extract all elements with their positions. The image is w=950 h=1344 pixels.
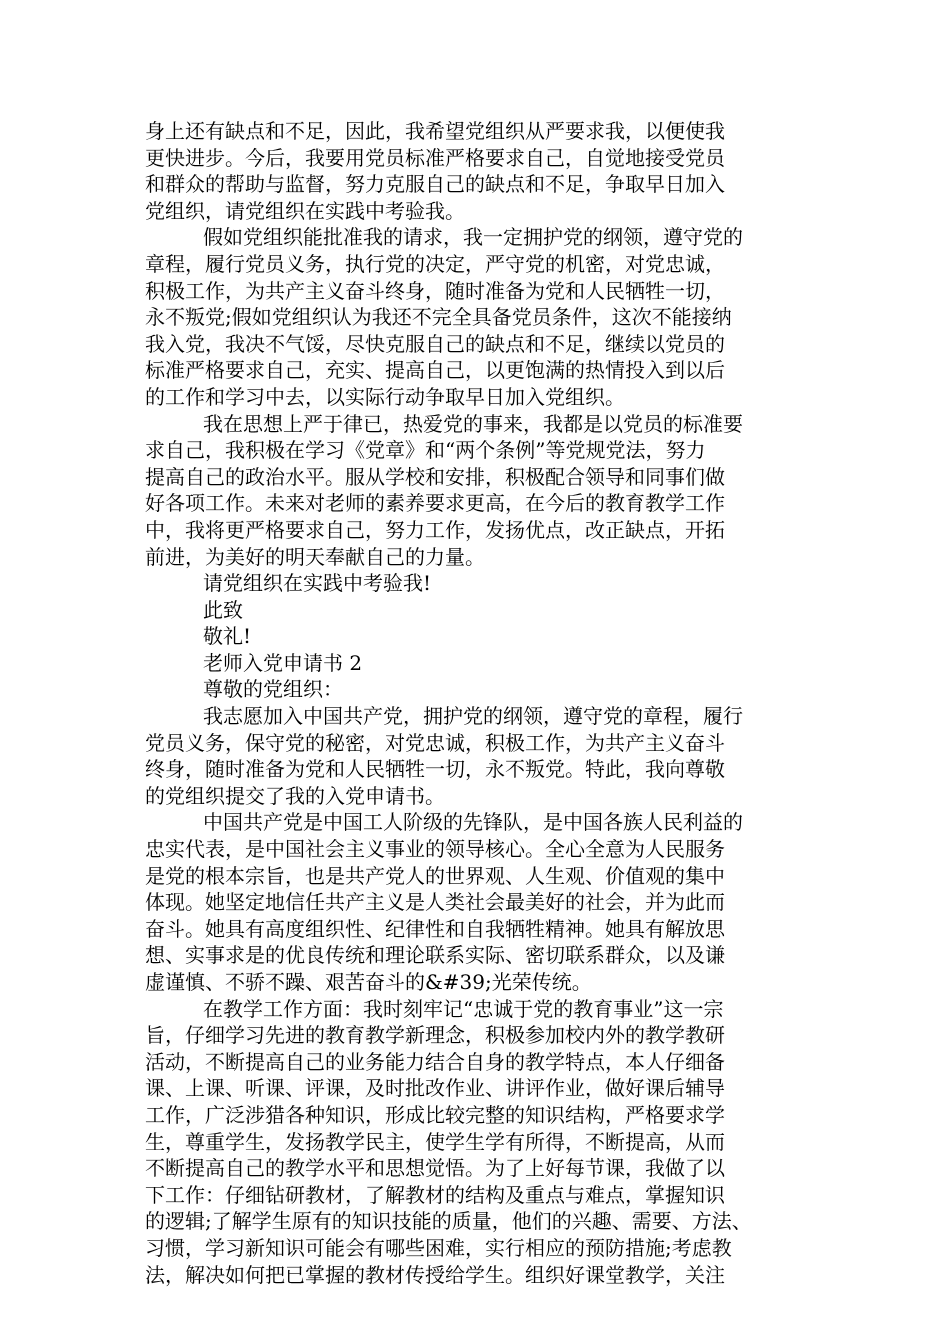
text-line: 我入党，我决不气馁，尽快克服自己的缺点和不足，继续以党员的 (145, 331, 725, 356)
text-line: 奋斗。她具有高度组织性、纪律性和自我牺牲精神。她具有解放思 (145, 916, 725, 941)
text-line: 活动，不断提高自己的业务能力结合自身的教学特点，本人仔细备 (145, 1049, 725, 1074)
text-line: 身上还有缺点和不足，因此，我希望党组织从严要求我，以便使我 (145, 119, 725, 143)
text-line: 忠实代表，是中国社会主义事业的领导核心。全心全意为人民服务 (145, 837, 725, 862)
text-line: 生，尊重学生，发扬教学民主，使学生学有所得，不断提高，从而 (145, 1129, 725, 1154)
document-page (145, 118, 805, 1288)
text-line: 永不叛党;假如党组织认为我还不完全具备党员条件，这次不能接纳 (145, 305, 732, 330)
text-line: 提高自己的政治水平。服从学校和安排，积极配合领导和同事们做 (145, 464, 725, 489)
text-line: 下工作：仔细钻研教材，了解教材的结构及重点与难点，掌握知识 (145, 1182, 725, 1207)
text-line: 尊敬的党组织： (203, 677, 343, 702)
text-line: 我志愿加入中国共产党，拥护党的纲领，遵守党的章程，履行 (203, 704, 743, 729)
text-line: 积极工作，为共产主义奋斗终身，随时准备为党和人民牺牲一切， (145, 278, 725, 303)
text-line: 标准严格要求自己，充实、提高自己，以更饱满的热情投入到以后 (145, 358, 725, 383)
text-line: 党员义务，保守党的秘密，对党忠诚，积极工作，为共产主义奋斗 (145, 730, 725, 755)
text-line: 虚谨慎、不骄不躁、艰苦奋斗的&#39;光荣传统。 (145, 970, 592, 994)
text-line: 请党组织在实践中考验我! (203, 571, 432, 596)
text-line: 是党的根本宗旨，也是共产党人的世界观、人生观、价值观的集中 (145, 863, 725, 888)
text-line: 中，我将更严格要求自己，努力工作，发扬优点，改正缺点，开拓 (145, 517, 725, 542)
text-line: 前进，为美好的明天奉献自己的力量。 (145, 544, 485, 569)
text-line: 假如党组织能批准我的请求，我一定拥护党的纲领，遵守党的 (203, 225, 743, 250)
text-line: 终身，随时准备为党和人民牺牲一切，永不叛党。特此，我向尊敬 (145, 757, 725, 782)
text-line: 党组织，请党组织在实践中考验我。 (145, 198, 465, 223)
text-line: 更快进步。今后，我要用党员标准严格要求自己，自觉地接受党员 (145, 145, 725, 170)
text-line: 我在思想上严于律已，热爱党的事来，我都是以党员的标准要 (203, 411, 743, 436)
text-line: 课、上课、听课、评课，及时批改作业、讲评作业，做好课后辅导 (145, 1076, 725, 1101)
text-line: 习惯，学习新知识可能会有哪些困难，实行相应的预防措施;考虑教 (145, 1235, 732, 1260)
text-line: 法，解决如何把已掌握的教材传授给学生。组织好课堂教学，关注 (145, 1262, 725, 1287)
text-line: 旨，仔细学习先进的教育教学新理念，积极参加校内外的教学教研 (145, 1023, 725, 1048)
text-line: 在教学工作方面：我时刻牢记“忠诚于党的教育事业”这一宗 (203, 996, 724, 1021)
text-line: 此致 (203, 597, 243, 622)
text-line: 想、实事求是的优良传统和理论联系实际、密切联系群众，以及谦 (145, 943, 725, 968)
text-line: 章程，履行党员义务，执行党的决定，严守党的机密，对党忠诚， (145, 251, 725, 276)
text-line: 好各项工作。未来对老师的素养要求更高，在今后的教育教学工作 (145, 491, 725, 516)
text-line: 的党组织提交了我的入党申请书。 (145, 783, 445, 808)
text-line: 的逻辑;了解学生原有的知识技能的质量，他们的兴趣、需要、方法、 (145, 1209, 752, 1234)
text-line: 中国共产党是中国工人阶级的先锋队，是中国各族人民利益的 (203, 810, 743, 835)
text-line: 老师入党申请书 2 (203, 650, 363, 675)
text-line: 敬礼! (203, 624, 252, 649)
text-line: 工作，广泛涉猎各种知识，形成比较完整的知识结构，严格要求学 (145, 1102, 725, 1127)
text-line: 不断提高自己的教学水平和思想觉悟。为了上好每节课，我做了以 (145, 1156, 725, 1181)
text-line: 求自己，我积极在学习《党章》和“两个条例”等党规党法，努力 (145, 438, 706, 463)
text-line: 和群众的帮助与监督，努力克服自己的缺点和不足，争取早日加入 (145, 172, 725, 197)
text-line: 的工作和学习中去，以实际行动争取早日加入党组织。 (145, 384, 625, 409)
text-line: 体现。她坚定地信任共产主义是人类社会最美好的社会，并为此而 (145, 890, 725, 915)
